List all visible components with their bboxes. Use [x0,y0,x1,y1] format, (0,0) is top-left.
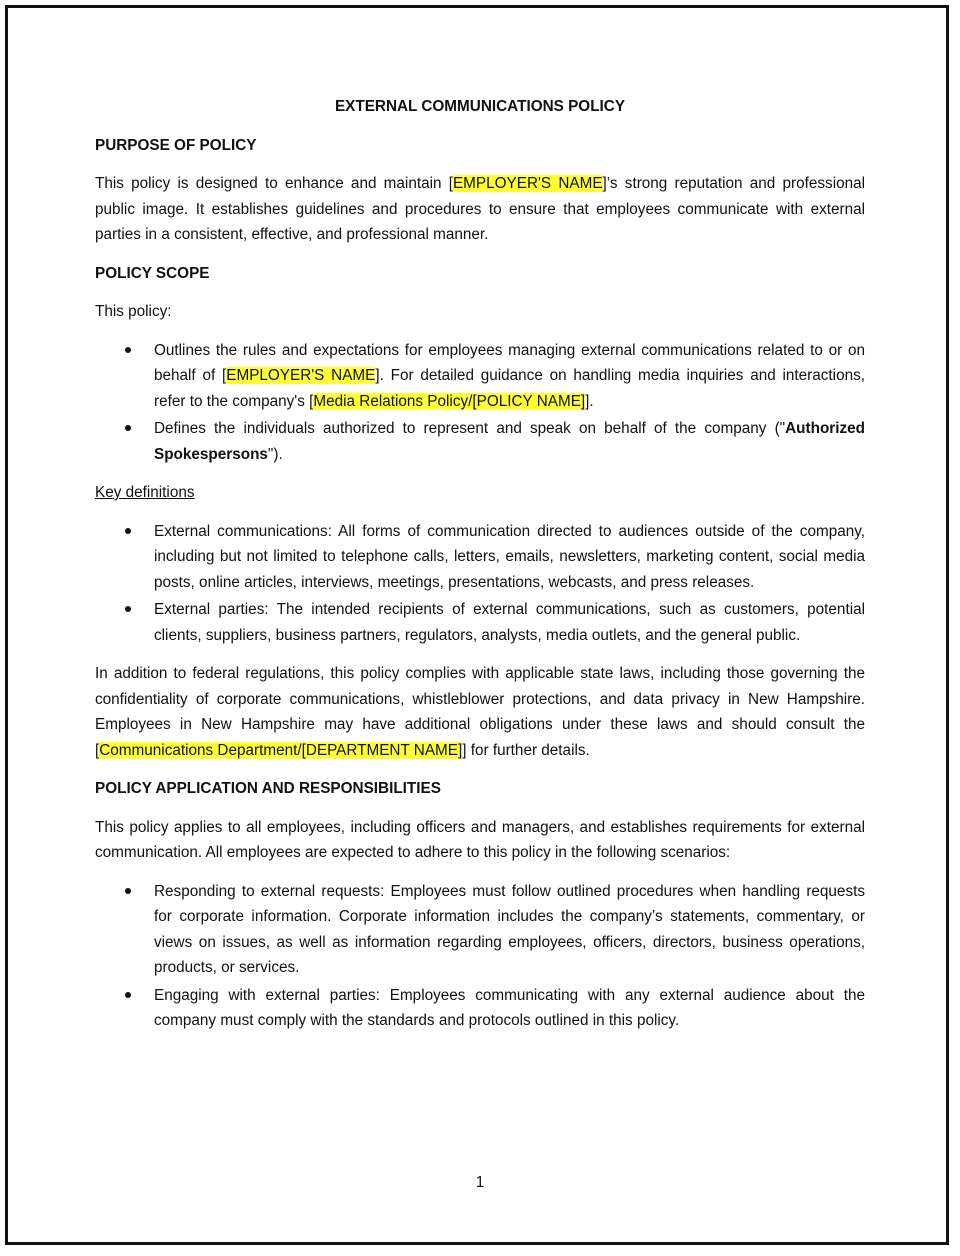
bullet-icon [125,992,131,998]
application-heading: POLICY APPLICATION AND RESPONSIBILITIES [95,780,441,797]
policy-name-placeholder: Media Relations Policy/[POLICY NAME] [313,392,586,410]
list-item [95,519,865,596]
text-run: Defines the individuals authorized to represent and speak on behalf of the company (" [154,420,786,437]
bullet-icon [125,347,131,353]
list-item [95,879,865,981]
purpose-paragraph [95,171,865,248]
text-run: In addition to federal regulations, this policy complies with applicable state laws, including those governing the confidentiality of corporate communications, whistleblower protections, and data privacy in New Hampshire. Employees in New Hampshire may have additional obligations under these laws and should consult the [ [95,665,865,759]
document-body [95,94,865,1047]
definition-text: External parties: The intended recipients of external communications, such as customers, potential clients, suppliers, business partners, regulators, analysts, media outlets, and the general public. [154,601,865,644]
scope-intro: This policy: [95,303,172,320]
definition-text: External communications: All forms of communication directed to audiences outside of the company, including but not limited to telephone calls, letters, emails, newsletters, marketing content, social media posts, online articles, interviews, meetings, presentations, webcasts, and press releases. [154,522,865,591]
text-run: "). [267,445,283,463]
purpose-heading: PURPOSE OF POLICY [95,136,257,154]
page-number: 1 [475,1174,485,1191]
list-item [95,338,865,415]
text-run: This policy is designed to enhance and maintain [ [95,175,453,192]
application-intro: This policy applies to all employees, including officers and managers, and establishes requirements for external communication. All employees are expected to adhere to this policy in the following scenarios: [95,818,865,861]
text-run: ]’s strong reputation and professional public image. It establishes guidelines and procedures to ensure that employees communicate with external parties in a consistent, effective, and professional manner. [95,175,866,243]
bullet-icon [125,888,131,894]
list-item [95,597,865,648]
document-title: EXTERNAL COMMUNICATIONS POLICY [334,98,626,115]
list-item [95,983,865,1034]
scope-heading: POLICY SCOPE [95,264,210,282]
authorized-spokespersons-term: Authorized Spokespersons [154,420,865,463]
state-law-paragraph [95,661,865,763]
bullet-icon [125,425,131,431]
scope-list [95,338,865,468]
bullet-icon [125,528,131,534]
scenario-text: Responding to external requests: Employees must follow outlined procedures when handling requests for corporate information. Corporate information includes the company’s statements, commentary, or views on issues, as well as information regarding employees, officers, directors, business operations, products, or services. [154,882,865,976]
employer-name-placeholder: EMPLOYER'S NAME [226,367,376,384]
definitions-list [95,519,865,649]
definitions-heading: Key definitions [95,484,195,501]
text-run: ]. [585,392,594,410]
list-item [95,416,865,467]
scenario-text: Engaging with external parties: Employees communicating with any external audience about the company must comply with the standards and protocols outlined in this policy. [154,986,865,1029]
text-run: ] for further details. [462,741,590,759]
employer-name-placeholder: EMPLOYER'S NAME [452,175,603,192]
text-run: ]. For detailed guidance on handling media inquiries and interactions, refer to the company's [ [154,367,865,410]
department-name-placeholder: Communications Department/[DEPARTMENT NAME] [99,741,463,759]
text-run: Outlines the rules and expectations for employees managing external communications related to or on behalf of [ [154,341,865,384]
application-list [95,879,865,1034]
bullet-icon [125,606,131,612]
